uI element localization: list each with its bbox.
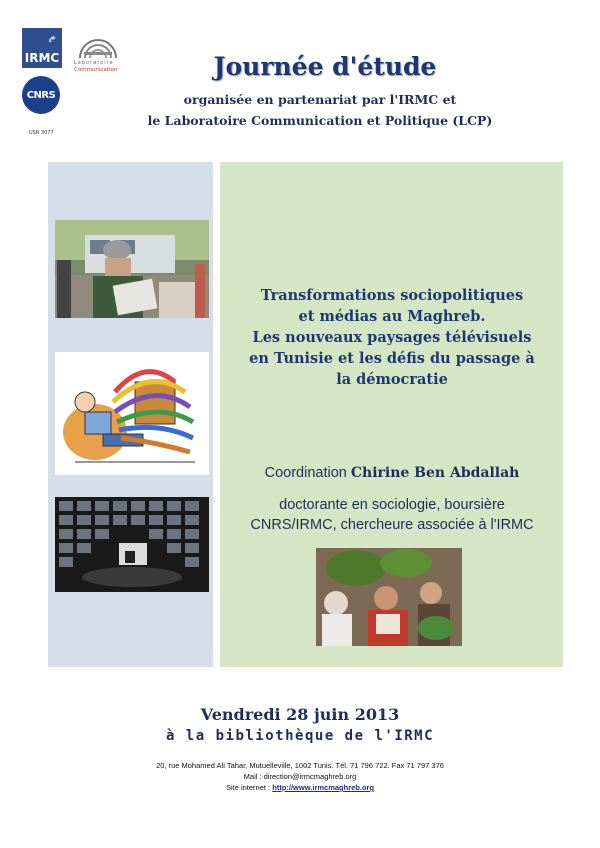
theme-line4: en Tunisie et les défis du passage à (249, 350, 535, 367)
irmc-arabic-mark-icon: ﻡ (48, 32, 56, 43)
irmc-logo (22, 28, 62, 68)
event-place: à la bibliothèque de l'IRMC (165, 728, 435, 744)
lcp-arcs-icon (72, 30, 124, 60)
website-link[interactable]: http://www.irmcmaghreb.org (272, 783, 375, 792)
footer-site (80, 782, 520, 793)
footer-address: 20, rue Mohamed Ali Tahar, Mutuelleville, 1002 Tunis. Tél. 71 796 722. Fax 71 797 376 (156, 761, 444, 770)
cartoon-tv-remote-hands (55, 352, 209, 475)
theme-line3: Les nouveaux paysages télévisuels (252, 329, 532, 346)
irmc-logo-text: IRMC (24, 51, 60, 65)
cnrs-logo-text: CNRS (26, 89, 56, 101)
coordinator-desc-line1: doctorante en sociologie, boursière (279, 497, 505, 513)
coordination-prefix: Coordination (264, 465, 347, 481)
subtitle-line1: organisée en partenariat par l'IRMC et (183, 92, 457, 107)
page-title: Journée d'étude (213, 52, 437, 81)
protest-women-photo (316, 548, 462, 646)
newspaper-vendor-photo (55, 220, 209, 318)
theme-line5: la démocratie (336, 371, 448, 388)
coordinator-name: Chirine Ben Abdallah (350, 465, 520, 481)
lcp-logo (72, 30, 124, 78)
footer-contact (80, 760, 520, 793)
footer-mail: Mail : direction@irmcmaghreb.org (243, 772, 357, 781)
event-date: Vendredi 28 juin 2013 (200, 705, 400, 724)
footer-site-label: Site internet : (225, 783, 271, 792)
theme-line1: Transformations sociopolitiques (260, 287, 524, 304)
lcp-logo-line1: Laboratoire (74, 60, 114, 66)
cnrs-logo (22, 76, 60, 114)
subtitle-line2: le Laboratoire Communication et Politique (LCP) (147, 113, 493, 128)
lcp-logo-line2: Communication (74, 67, 118, 73)
theme-line2: et médias au Maghreb. (298, 308, 486, 325)
coordinator-description (232, 495, 552, 535)
wall-of-screens-photo (55, 497, 209, 592)
usr-label: USR 3077 (29, 130, 54, 136)
coordinator-desc-line2: CNRS/IRMC, chercheure associée à l'IRMC (250, 517, 534, 533)
coordination-line (232, 465, 552, 481)
event-theme (232, 285, 552, 390)
